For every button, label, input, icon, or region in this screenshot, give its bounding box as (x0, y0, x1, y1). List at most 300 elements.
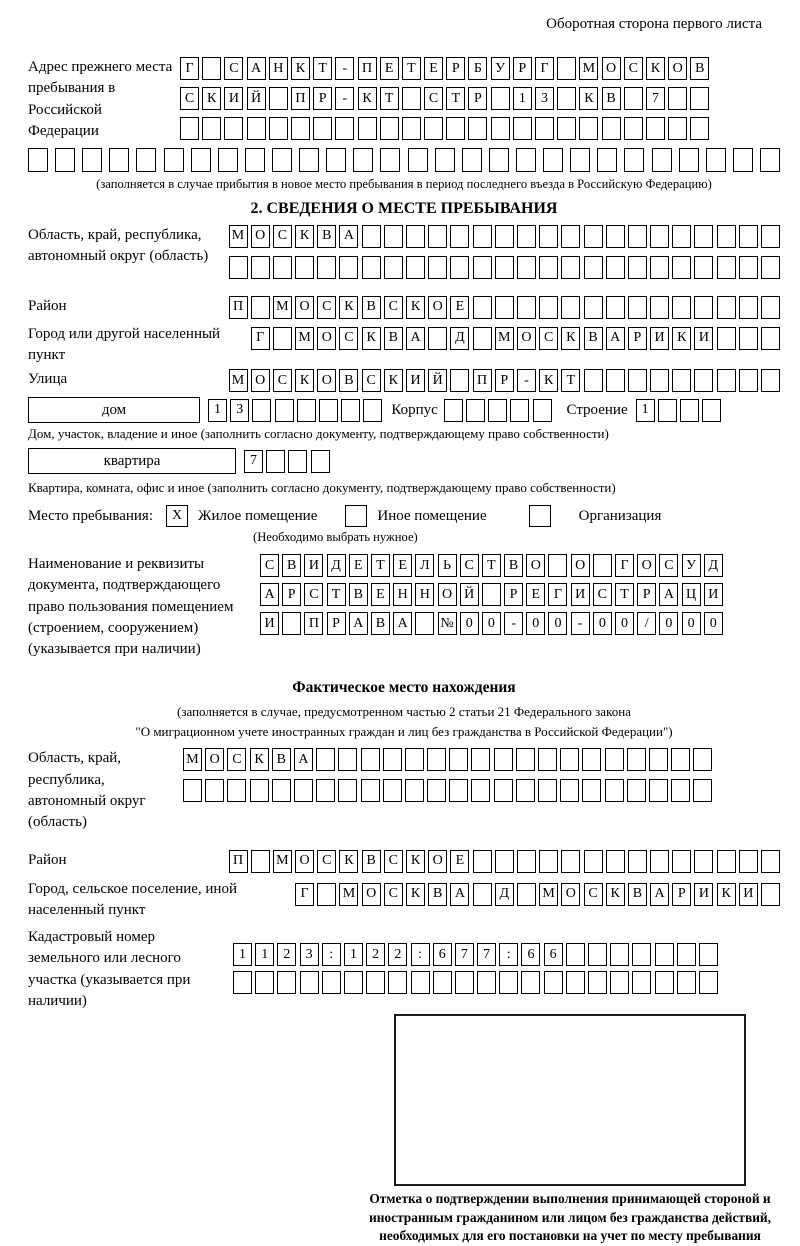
char-cell[interactable] (649, 779, 668, 802)
char-cell[interactable] (628, 256, 647, 279)
char-cell[interactable] (402, 87, 421, 110)
char-cell[interactable] (251, 850, 270, 873)
char-cell[interactable]: М (579, 57, 598, 80)
char-cell[interactable]: А (247, 57, 266, 80)
char-cell[interactable] (694, 296, 713, 319)
char-cell[interactable]: О (526, 554, 545, 577)
char-cell[interactable]: К (339, 296, 358, 319)
char-cell[interactable]: С (227, 748, 246, 771)
char-cell[interactable] (548, 554, 567, 577)
char-cell[interactable]: А (659, 583, 678, 606)
char-cell[interactable] (605, 779, 624, 802)
char-cell[interactable] (245, 148, 265, 172)
char-cell[interactable]: В (628, 883, 647, 906)
char-cell[interactable]: 7 (477, 943, 496, 966)
char-cell[interactable] (516, 779, 535, 802)
char-cell[interactable] (183, 779, 202, 802)
char-cell[interactable] (761, 327, 780, 350)
char-cell[interactable]: М (273, 850, 292, 873)
char-cell[interactable]: 7 (646, 87, 665, 110)
char-cell[interactable] (680, 399, 699, 422)
char-cell[interactable]: Е (371, 583, 390, 606)
char-cell[interactable] (317, 256, 336, 279)
char-cell[interactable] (366, 971, 385, 994)
char-cell[interactable]: Т (380, 87, 399, 110)
char-cell[interactable]: В (339, 369, 358, 392)
char-cell[interactable] (690, 87, 709, 110)
char-cell[interactable]: М (539, 883, 558, 906)
char-cell[interactable] (450, 225, 469, 248)
char-cell[interactable]: О (428, 296, 447, 319)
char-cell[interactable] (539, 225, 558, 248)
char-cell[interactable]: И (739, 883, 758, 906)
char-cell[interactable]: 6 (433, 943, 452, 966)
char-cell[interactable]: Р (327, 612, 346, 635)
char-cell[interactable] (218, 148, 238, 172)
char-cell[interactable] (82, 148, 102, 172)
char-cell[interactable]: П (229, 296, 248, 319)
char-cell[interactable]: 2 (366, 943, 385, 966)
char-cell[interactable] (658, 399, 677, 422)
char-cell[interactable] (649, 748, 668, 771)
char-cell[interactable] (584, 369, 603, 392)
char-cell[interactable] (55, 148, 75, 172)
char-cell[interactable]: Р (672, 883, 691, 906)
char-cell[interactable] (411, 971, 430, 994)
char-cell[interactable] (495, 225, 514, 248)
char-cell[interactable]: С (273, 369, 292, 392)
char-cell[interactable]: 0 (460, 612, 479, 635)
char-cell[interactable] (672, 369, 691, 392)
char-cell[interactable] (533, 399, 552, 422)
char-cell[interactable]: В (282, 554, 301, 577)
char-cell[interactable] (291, 117, 310, 140)
char-cell[interactable] (706, 148, 726, 172)
char-cell[interactable]: А (450, 883, 469, 906)
char-cell[interactable]: Е (526, 583, 545, 606)
char-cell[interactable]: В (349, 583, 368, 606)
char-cell[interactable] (224, 117, 243, 140)
char-cell[interactable] (606, 369, 625, 392)
char-cell[interactable]: С (304, 583, 323, 606)
char-cell[interactable] (561, 850, 580, 873)
char-cell[interactable] (272, 779, 291, 802)
char-cell[interactable] (510, 399, 529, 422)
char-cell[interactable]: О (251, 225, 270, 248)
char-cell[interactable] (602, 117, 621, 140)
char-cell[interactable] (482, 583, 501, 606)
char-cell[interactable]: 1 (233, 943, 252, 966)
char-cell[interactable]: 3 (535, 87, 554, 110)
char-cell[interactable] (538, 779, 557, 802)
char-cell[interactable]: А (406, 327, 425, 350)
apartment-type-box[interactable]: квартира (28, 448, 236, 474)
char-cell[interactable]: Г (615, 554, 634, 577)
char-cell[interactable] (282, 612, 301, 635)
char-cell[interactable]: М (183, 748, 202, 771)
char-cell[interactable]: И (694, 327, 713, 350)
char-cell[interactable] (650, 225, 669, 248)
char-cell[interactable] (733, 148, 753, 172)
house-type-box[interactable]: дом (28, 397, 200, 423)
char-cell[interactable] (311, 450, 330, 473)
char-cell[interactable]: О (205, 748, 224, 771)
char-cell[interactable] (473, 225, 492, 248)
checkbox-organization[interactable] (529, 505, 551, 527)
char-cell[interactable]: К (646, 57, 665, 80)
char-cell[interactable] (424, 117, 443, 140)
char-cell[interactable] (450, 256, 469, 279)
char-cell[interactable] (462, 148, 482, 172)
char-cell[interactable]: К (406, 883, 425, 906)
char-cell[interactable]: О (602, 57, 621, 80)
char-cell[interactable]: В (504, 554, 523, 577)
char-cell[interactable]: В (362, 850, 381, 873)
char-cell[interactable]: О (668, 57, 687, 80)
char-cell[interactable] (717, 225, 736, 248)
char-cell[interactable] (739, 327, 758, 350)
char-cell[interactable] (672, 256, 691, 279)
char-cell[interactable]: У (682, 554, 701, 577)
char-cell[interactable] (494, 748, 513, 771)
char-cell[interactable] (495, 296, 514, 319)
char-cell[interactable] (300, 971, 319, 994)
char-cell[interactable] (544, 971, 563, 994)
char-cell[interactable]: Г (548, 583, 567, 606)
char-cell[interactable]: П (473, 369, 492, 392)
char-cell[interactable]: 6 (521, 943, 540, 966)
char-cell[interactable] (491, 117, 510, 140)
char-cell[interactable] (402, 117, 421, 140)
char-cell[interactable] (499, 971, 518, 994)
char-cell[interactable] (610, 971, 629, 994)
char-cell[interactable]: Е (424, 57, 443, 80)
char-cell[interactable] (560, 779, 579, 802)
char-cell[interactable]: И (694, 883, 713, 906)
char-cell[interactable]: Р (282, 583, 301, 606)
char-cell[interactable] (319, 399, 338, 422)
char-cell[interactable] (341, 399, 360, 422)
char-cell[interactable] (384, 225, 403, 248)
char-cell[interactable]: В (317, 225, 336, 248)
char-cell[interactable] (624, 87, 643, 110)
char-cell[interactable] (610, 943, 629, 966)
char-cell[interactable]: К (717, 883, 736, 906)
char-cell[interactable] (489, 148, 509, 172)
char-cell[interactable]: К (295, 225, 314, 248)
char-cell[interactable] (588, 943, 607, 966)
char-cell[interactable] (671, 779, 690, 802)
char-cell[interactable] (313, 117, 332, 140)
char-cell[interactable] (252, 399, 271, 422)
char-cell[interactable] (491, 87, 510, 110)
char-cell[interactable]: Й (460, 583, 479, 606)
char-cell[interactable] (428, 256, 447, 279)
char-cell[interactable] (582, 748, 601, 771)
char-cell[interactable]: Е (349, 554, 368, 577)
char-cell[interactable] (358, 117, 377, 140)
char-cell[interactable]: И (704, 583, 723, 606)
char-cell[interactable]: 0 (593, 612, 612, 635)
char-cell[interactable] (650, 850, 669, 873)
char-cell[interactable] (380, 117, 399, 140)
char-cell[interactable] (717, 369, 736, 392)
char-cell[interactable] (739, 296, 758, 319)
char-cell[interactable] (415, 612, 434, 635)
char-cell[interactable]: С (362, 369, 381, 392)
char-cell[interactable] (693, 779, 712, 802)
char-cell[interactable]: К (250, 748, 269, 771)
char-cell[interactable]: В (428, 883, 447, 906)
char-cell[interactable] (273, 256, 292, 279)
char-cell[interactable] (624, 148, 644, 172)
char-cell[interactable]: П (229, 850, 248, 873)
char-cell[interactable] (652, 148, 672, 172)
char-cell[interactable] (316, 748, 335, 771)
char-cell[interactable] (322, 971, 341, 994)
char-cell[interactable] (405, 779, 424, 802)
char-cell[interactable]: В (272, 748, 291, 771)
char-cell[interactable]: Т (615, 583, 634, 606)
char-cell[interactable]: Ь (438, 554, 457, 577)
char-cell[interactable] (471, 779, 490, 802)
char-cell[interactable] (606, 296, 625, 319)
char-cell[interactable]: А (606, 327, 625, 350)
char-cell[interactable] (516, 748, 535, 771)
char-cell[interactable]: О (251, 369, 270, 392)
char-cell[interactable]: М (339, 883, 358, 906)
char-cell[interactable]: - (571, 612, 590, 635)
char-cell[interactable]: П (304, 612, 323, 635)
char-cell[interactable] (444, 399, 463, 422)
char-cell[interactable] (672, 296, 691, 319)
char-cell[interactable]: Д (495, 883, 514, 906)
char-cell[interactable]: - (335, 57, 354, 80)
char-cell[interactable] (428, 327, 447, 350)
char-cell[interactable] (584, 296, 603, 319)
char-cell[interactable] (471, 748, 490, 771)
char-cell[interactable] (435, 148, 455, 172)
char-cell[interactable]: С (593, 583, 612, 606)
char-cell[interactable] (582, 779, 601, 802)
char-cell[interactable] (338, 779, 357, 802)
char-cell[interactable]: Н (393, 583, 412, 606)
char-cell[interactable]: Р (468, 87, 487, 110)
char-cell[interactable] (272, 148, 292, 172)
char-cell[interactable]: Л (415, 554, 434, 577)
char-cell[interactable] (739, 256, 758, 279)
char-cell[interactable]: С (260, 554, 279, 577)
char-cell[interactable] (761, 225, 780, 248)
char-cell[interactable] (384, 256, 403, 279)
char-cell[interactable]: Й (428, 369, 447, 392)
char-cell[interactable]: К (539, 369, 558, 392)
char-cell[interactable]: О (637, 554, 656, 577)
char-cell[interactable] (668, 87, 687, 110)
char-cell[interactable] (739, 225, 758, 248)
char-cell[interactable]: О (295, 850, 314, 873)
char-cell[interactable]: А (339, 225, 358, 248)
char-cell[interactable] (362, 225, 381, 248)
char-cell[interactable] (473, 327, 492, 350)
char-cell[interactable]: И (260, 612, 279, 635)
char-cell[interactable] (297, 399, 316, 422)
char-cell[interactable] (269, 87, 288, 110)
char-cell[interactable] (428, 225, 447, 248)
char-cell[interactable] (690, 117, 709, 140)
char-cell[interactable] (468, 117, 487, 140)
char-cell[interactable]: К (362, 327, 381, 350)
char-cell[interactable] (579, 117, 598, 140)
char-cell[interactable]: И (650, 327, 669, 350)
char-cell[interactable] (539, 850, 558, 873)
char-cell[interactable]: 1 (636, 399, 655, 422)
char-cell[interactable] (543, 148, 563, 172)
char-cell[interactable]: С (624, 57, 643, 80)
char-cell[interactable]: С (317, 850, 336, 873)
char-cell[interactable] (672, 850, 691, 873)
char-cell[interactable]: К (295, 369, 314, 392)
char-cell[interactable] (584, 225, 603, 248)
char-cell[interactable]: С (384, 850, 403, 873)
char-cell[interactable] (655, 971, 674, 994)
char-cell[interactable] (627, 748, 646, 771)
char-cell[interactable]: М (229, 225, 248, 248)
char-cell[interactable]: В (690, 57, 709, 80)
char-cell[interactable]: А (349, 612, 368, 635)
char-cell[interactable] (477, 971, 496, 994)
char-cell[interactable]: К (579, 87, 598, 110)
char-cell[interactable] (109, 148, 129, 172)
char-cell[interactable]: 6 (544, 943, 563, 966)
char-cell[interactable] (191, 148, 211, 172)
char-cell[interactable]: В (362, 296, 381, 319)
char-cell[interactable]: К (202, 87, 221, 110)
char-cell[interactable]: № (438, 612, 457, 635)
char-cell[interactable]: Т (313, 57, 332, 80)
char-cell[interactable] (739, 850, 758, 873)
char-cell[interactable] (606, 256, 625, 279)
char-cell[interactable] (694, 256, 713, 279)
char-cell[interactable]: В (384, 327, 403, 350)
char-cell[interactable] (326, 148, 346, 172)
checkbox-residential[interactable]: X (166, 505, 188, 527)
char-cell[interactable] (466, 399, 485, 422)
char-cell[interactable]: Р (513, 57, 532, 80)
char-cell[interactable]: 3 (230, 399, 249, 422)
char-cell[interactable] (588, 971, 607, 994)
char-cell[interactable] (539, 296, 558, 319)
char-cell[interactable] (227, 779, 246, 802)
char-cell[interactable]: Р (637, 583, 656, 606)
char-cell[interactable] (335, 117, 354, 140)
char-cell[interactable] (180, 117, 199, 140)
char-cell[interactable] (694, 369, 713, 392)
char-cell[interactable]: М (229, 369, 248, 392)
char-cell[interactable]: - (504, 612, 523, 635)
char-cell[interactable]: С (584, 883, 603, 906)
char-cell[interactable] (406, 225, 425, 248)
char-cell[interactable] (557, 57, 576, 80)
char-cell[interactable] (650, 296, 669, 319)
char-cell[interactable] (597, 148, 617, 172)
char-cell[interactable]: К (384, 369, 403, 392)
char-cell[interactable]: - (517, 369, 536, 392)
char-cell[interactable] (446, 117, 465, 140)
char-cell[interactable] (513, 117, 532, 140)
char-cell[interactable] (584, 850, 603, 873)
char-cell[interactable] (671, 748, 690, 771)
char-cell[interactable]: Е (450, 850, 469, 873)
char-cell[interactable]: Т (446, 87, 465, 110)
char-cell[interactable]: А (393, 612, 412, 635)
char-cell[interactable] (761, 296, 780, 319)
char-cell[interactable] (427, 779, 446, 802)
char-cell[interactable]: Р (495, 369, 514, 392)
char-cell[interactable] (668, 117, 687, 140)
char-cell[interactable]: 1 (344, 943, 363, 966)
char-cell[interactable]: Д (704, 554, 723, 577)
char-cell[interactable]: К (406, 296, 425, 319)
char-cell[interactable] (566, 943, 585, 966)
char-cell[interactable]: А (260, 583, 279, 606)
char-cell[interactable] (632, 943, 651, 966)
char-cell[interactable]: : (411, 943, 430, 966)
char-cell[interactable] (229, 256, 248, 279)
char-cell[interactable] (677, 943, 696, 966)
char-cell[interactable] (273, 327, 292, 350)
char-cell[interactable]: И (406, 369, 425, 392)
char-cell[interactable] (761, 883, 780, 906)
char-cell[interactable]: К (561, 327, 580, 350)
char-cell[interactable]: 7 (455, 943, 474, 966)
char-cell[interactable] (561, 296, 580, 319)
char-cell[interactable]: 1 (513, 87, 532, 110)
char-cell[interactable] (344, 971, 363, 994)
char-cell[interactable]: О (362, 883, 381, 906)
char-cell[interactable]: О (317, 327, 336, 350)
char-cell[interactable]: Р (446, 57, 465, 80)
char-cell[interactable] (383, 748, 402, 771)
char-cell[interactable]: К (672, 327, 691, 350)
checkbox-other-premises[interactable] (345, 505, 367, 527)
char-cell[interactable] (288, 450, 307, 473)
char-cell[interactable] (388, 971, 407, 994)
char-cell[interactable] (605, 748, 624, 771)
char-cell[interactable] (299, 148, 319, 172)
char-cell[interactable] (606, 850, 625, 873)
char-cell[interactable] (739, 369, 758, 392)
char-cell[interactable] (427, 748, 446, 771)
char-cell[interactable] (517, 883, 536, 906)
char-cell[interactable] (627, 779, 646, 802)
char-cell[interactable] (269, 117, 288, 140)
char-cell[interactable]: С (339, 327, 358, 350)
char-cell[interactable] (205, 779, 224, 802)
char-cell[interactable]: С (384, 883, 403, 906)
char-cell[interactable] (761, 850, 780, 873)
char-cell[interactable]: / (637, 612, 656, 635)
char-cell[interactable] (717, 850, 736, 873)
char-cell[interactable]: 0 (548, 612, 567, 635)
char-cell[interactable] (694, 850, 713, 873)
char-cell[interactable]: О (561, 883, 580, 906)
char-cell[interactable]: Г (535, 57, 554, 80)
char-cell[interactable] (677, 971, 696, 994)
char-cell[interactable] (316, 779, 335, 802)
char-cell[interactable]: 1 (208, 399, 227, 422)
char-cell[interactable]: 0 (704, 612, 723, 635)
